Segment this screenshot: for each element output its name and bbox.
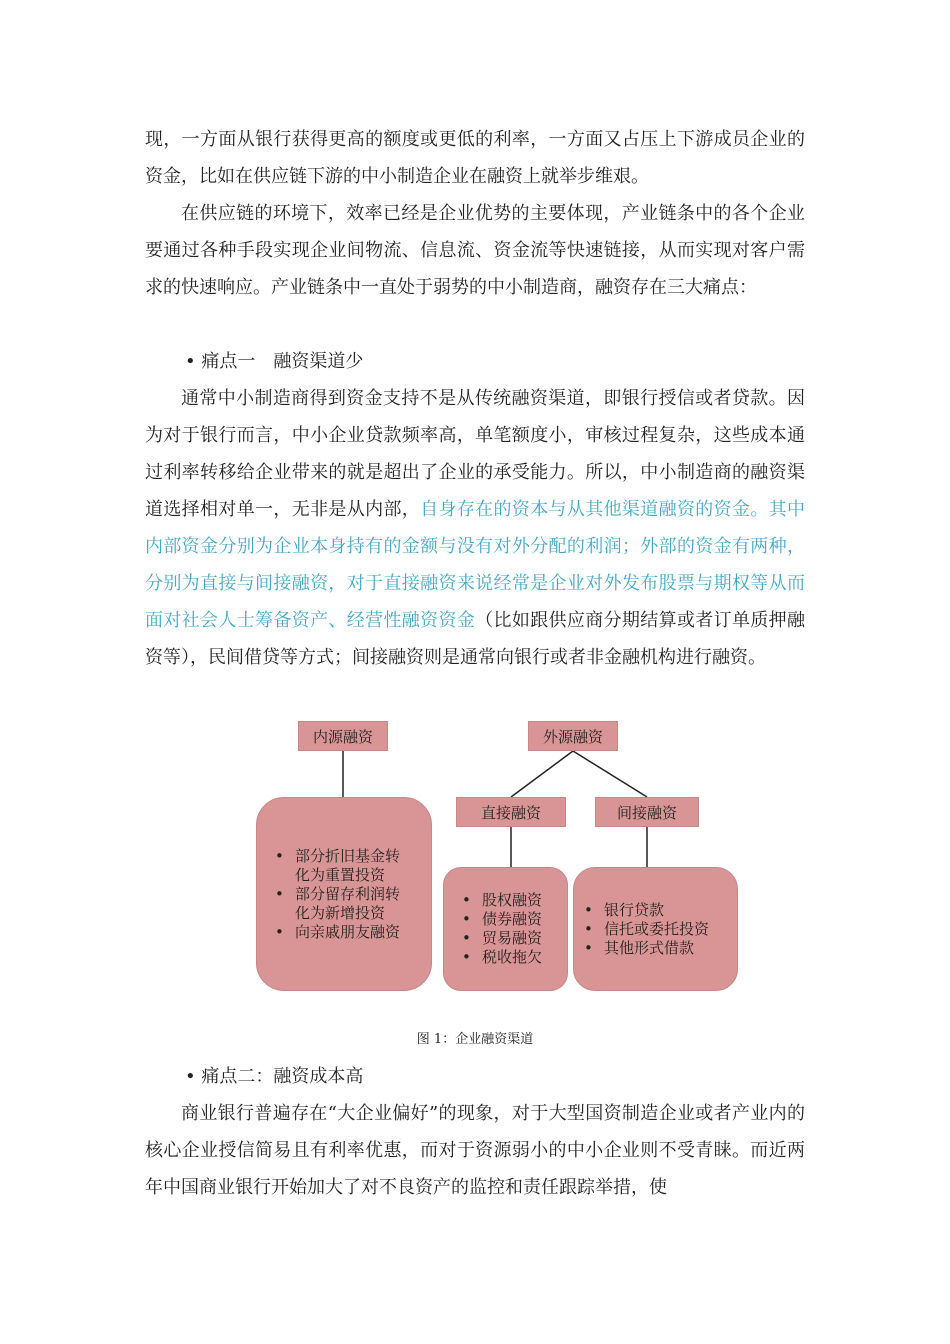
list-item: • 部分折旧基金转化为重置投资 xyxy=(271,847,411,885)
external-to-direct-connector xyxy=(511,751,573,797)
paragraph-3-highlight: 自身存在的资本与从其他渠道融资的资金。其中内部资金分别为企业本身持有的金额与没有对外分配的利润；外部的资金有两种，分别为直接与间接融资，对于直接融资来说经常是企业对外发布股票与期权等从而面对社会人士筹备资产、经营性融资资金 xyxy=(145,499,806,631)
external-to-indirect-connector xyxy=(573,751,647,797)
list-item: • 其他形式借款 xyxy=(580,939,709,958)
paragraph-2: 在供应链的环境下，效率已经是企业优势的主要体现，产业链条中的各个企业要通过各种手段实现企业间物流、信息流、资金流等快速链接，从而实现对客户需求的快速响应。产业链条中一直处于弱势的中小制造商，融资存在三大痛点： xyxy=(145,203,805,298)
indirect-financing-list xyxy=(573,867,738,991)
list-item: • 信托或委托投资 xyxy=(580,920,709,939)
external-financing-node: 外源融资 xyxy=(528,721,618,751)
paragraph-1: 现，一方面从银行获得更高的额度或更低的利率，一方面又占压上下游成员企业的资金，比如在供应链下游的中小制造企业在融资上就举步维艰。 xyxy=(145,129,805,187)
list-item: • 股权融资 xyxy=(458,891,542,910)
list-item: • 向亲戚朋友融资 xyxy=(271,923,411,942)
list-item: • 部分留存利润转化为新增投资 xyxy=(271,885,411,923)
paragraph-4: 商业银行普遍存在“大企业偏好”的现象，对于大型国资制造企业或者产业内的核心企业授信简易且有利率优惠，而对于资源弱小的中小企业则不受青睐。而近两年中国商业银行开始加大了对不良资产的监控和责任跟踪举措，使 xyxy=(145,1103,805,1198)
list-item: • 贸易融资 xyxy=(458,929,542,948)
paragraph-3-text-b: （比如跟供应商分期结算或者订单质押融资等），民间借贷等方式；间接融资则是通常向银行或者非金融机构进行融资。 xyxy=(145,610,805,668)
list-item: • 税收拖欠 xyxy=(458,948,542,967)
direct-financing-list xyxy=(443,867,568,991)
list-item: • 债券融资 xyxy=(458,910,542,929)
list-item: • 银行贷款 xyxy=(580,901,709,920)
indirect-financing-node: 间接融资 xyxy=(595,797,699,827)
paragraph-3-text-a: 通常中小制造商得到资金支持不是从传统融资渠道，即银行授信或者贷款。因为对于银行而言，中小企业贷款频率高，单笔额度小，审核过程复杂，这些成本通过利率转移给企业带来的就是超出了企业的承受能力。所以，中小制造商的融资渠道选择相对单一，无非是从内部， xyxy=(145,388,805,520)
internal-financing-node: 内源融资 xyxy=(298,721,388,751)
direct-financing-node: 直接融资 xyxy=(456,797,566,827)
pain-point-2-heading: • 痛点二：融资成本高 xyxy=(185,1066,364,1087)
figure-caption: 图 1：企业融资渠道 xyxy=(416,1032,534,1047)
internal-financing-list xyxy=(256,797,432,991)
pain-point-1-heading: • 痛点一 融资渠道少 xyxy=(185,351,364,372)
